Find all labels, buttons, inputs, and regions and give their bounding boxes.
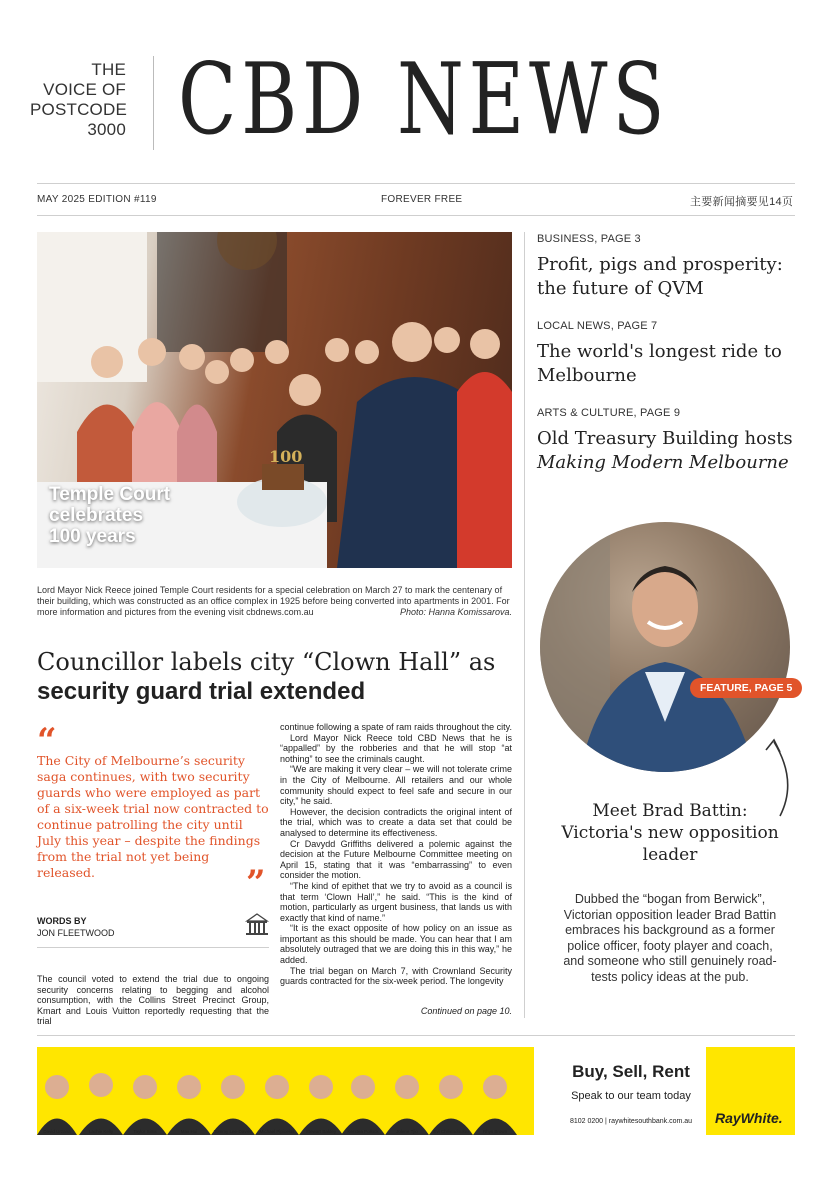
top-rule [37,183,795,184]
agent-name: Stewart Baldey [305,1129,337,1134]
ad-title: Buy, Sell, Rent [572,1062,690,1081]
byline-label: WORDS BY [37,916,87,926]
overlay-line: celebrates [49,505,144,526]
body-paragraph: Lord Mayor Nick Reece told CBD News that he is “appalled” by the robberies and that he will stop “at nothing” to see the criminals caught. [280,732,512,764]
agent-name: Jolene Tjio [396,1129,418,1134]
ad-contact[interactable]: 8102 0200 | raywhitesouthbank.com.au [569,1118,693,1125]
section-label-arts: ARTS & CULTURE, PAGE 9 [537,407,681,419]
overlay-line: Temple Court [49,484,171,505]
section-label-business: BUSINESS, PAGE 3 [537,233,641,245]
edition-info: MAY 2025 EDITION #119 [37,194,157,205]
dateline-rule [37,215,795,216]
feature-title[interactable]: Meet Brad Battin: Victoria's new opposition leader [561,801,779,865]
agent-name: Evi Christodoulou [433,1129,469,1134]
feature-description: Dubbed the “bogan from Berwick”, Victorian opposition leader Brad Battin embraces his background as a former police officer, footy player and coach, and someone who still genuinely road-tests policy ideas at the pub. [563,892,777,984]
continued-link[interactable]: Continued on page 10. [420,1006,512,1016]
headline-bold: security guard trial extended [37,678,366,705]
raywhite-logo: RayWhite. [715,1110,783,1126]
masthead-divider [153,56,154,150]
body-paragraph: “It is the exact opposite of how policy on an issue as important as this should be made. You can hear that I am absolutely outraged that we are doing this in this way,” he added. [280,923,512,966]
hero-overlay-caption [49,484,170,547]
agent-name: Lachie Kelly [88,1129,114,1134]
ad-rule [37,1035,795,1036]
section-label-local-news: LOCAL NEWS, PAGE 7 [537,320,658,332]
body-paragraph: Cr Davydd Griffiths delivered a polemic against the decision at the Future Melbourne Committee meeting on April 15, stating that it was “embarrassing” to even consider the motion. [280,838,512,881]
photo-caption-text: Lord Mayor Nick Reece joined Temple Court residents for a special celebration on March 27 to mark the centenary of their building, which was constructed as an office complex in 1925 before being converted into apartments in 2001. For more information and pictures from the evening visit cbdnews.com.au [37,585,510,617]
body-paragraph: “We are making it very clear – we will not tolerate crime in the City of Melbourne. All retailers and our whole community should expect to feel safe and secure in our city,” he said. [280,764,512,807]
chinese-summary: 主要新闻摘要见14页 [690,196,794,208]
photo-caption [37,585,512,618]
agents-illustration [37,1047,534,1135]
overlay-line: 100 years [49,526,136,547]
agent-name: Tommy Lee-Davies [213,1129,253,1134]
article-headline [37,648,512,706]
agent-name: Kerstea Pollock [347,1129,379,1134]
feature-badge[interactable]: FEATURE, PAGE 5 [690,678,802,698]
photo-credit: Photo: Hanna Komissarova. [399,607,512,617]
body-paragraph: continue following a spate of ram raids throughout the city. [280,722,512,732]
column-divider [524,232,525,1018]
tagline-line: 3000 [87,120,126,139]
body-paragraph: “The kind of epithet that we try to avoid as a council is that term ‘Clown Hall’,” he said. “This is the kind of motion, particularly as urgent business, that lands us with exactly that kind of name.” [280,880,512,923]
town-hall-icon [244,911,270,937]
body-paragraph: However, the decision contradicts the original intent of the trial, which was to create a data set that could be analysed to determine its effectiveness. [280,806,512,838]
agent-name: Max Hui [180,1129,198,1134]
tagline-line: THE [91,60,126,79]
forever-free: FOREVER FREE [381,194,463,205]
tagline-line: VOICE OF [43,80,126,99]
article-body-left: The council voted to extend the trial due to ongoing security concerns relating to begging and alcohol consumption, with the Collins Street Precinct Group, Kmart and Louis Vuitton reportedly requesting that the trial [37,974,269,1027]
ad-subtitle: Speak to our team today [571,1090,691,1102]
byline-rule [37,947,269,948]
close-quote-icon: ” [246,863,266,903]
story-title: Old Treasury Building hosts [537,428,793,449]
agent-name: Michael Pipicelos [259,1129,295,1134]
tagline-line: POSTCODE [30,100,128,119]
masthead-tagline [30,60,126,140]
body-paragraph: The trial began on March 7, with Crownland Security guards contracted for the six-week period. The longevity [280,965,512,987]
portrait-illustration [540,522,790,772]
masthead-title: CBD NEWS [178,43,670,157]
agent-name: Taylor Sims [133,1129,157,1134]
open-quote-icon: “ [37,721,57,761]
byline-name: JON FLEETWOOD [37,928,115,938]
agent-name: David Urzana [43,1129,71,1134]
story-link-qvm[interactable]: Profit, pigs and prosperity: the future of QVM [537,254,783,299]
story-title-italic: Making Modern Melbourne [537,452,789,473]
portrait-photo [540,522,790,772]
agent-name: Rhys Brown [482,1129,508,1134]
headline-plain: Councillor labels city “Clown Hall” as [37,648,496,676]
svg-text:100: 100 [269,447,303,466]
pull-quote: The City of Melbourne’s security saga continues, with two security guards who were employed as part of a six-week trial now contracted to continue patrolling the city until July this year – despite the findings from the trial not yet being released. [37,753,269,880]
article-body-right [280,722,512,987]
story-link-treasury[interactable] [537,427,797,475]
story-link-longest-ride[interactable]: The world's longest ride to Melbourne [537,341,782,386]
